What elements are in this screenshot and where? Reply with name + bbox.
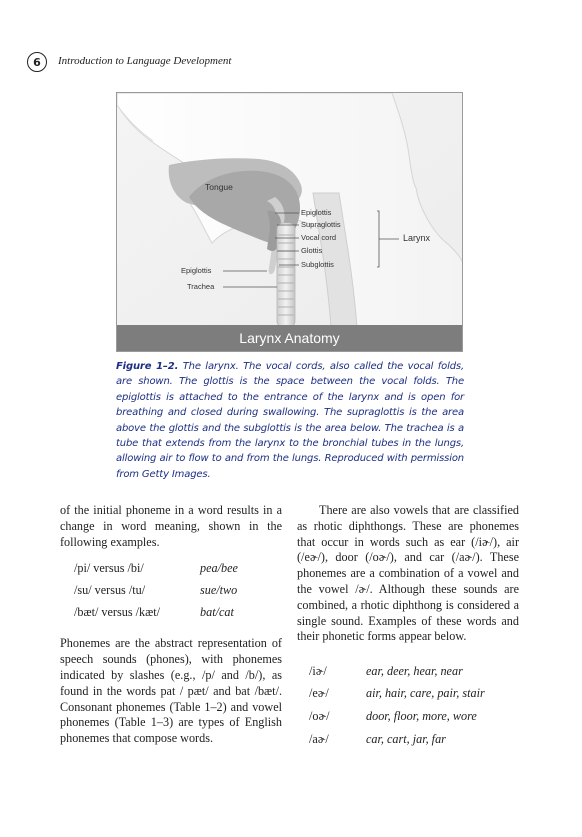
example-ipa: /oɚ/ (309, 709, 330, 724)
example-gloss: sue/two (200, 583, 238, 598)
example-ipa: /aɚ/ (309, 732, 329, 747)
page-number: 6 (27, 52, 47, 72)
label-trachea: Trachea (187, 282, 215, 291)
right-column (297, 503, 519, 751)
rhotic-paragraph: There are also vowels that are classified as rhotic diphthongs. These are phonemes that occur in words such as ear (/iɚ/), air (/eɚ/), door (/oɚ/), and car (/aɚ/). These phonemes are a combination of a vowel and the vowel /ɚ/. Although these sounds are combined, a rhotic diphthong is considered a single sound. Examples of these words and their phonetic forms appear below. (297, 503, 519, 644)
figure-caption-text: The larynx. The vocal cords, also called the vocal folds, are shown. The glottis is the space between the vocal folds. The epiglottis is attached to the entrance of the larynx and is open for breathing and closed during swallowing. The supraglottis is the area above the glottis and the subglottis is the area below. The trachea is a tube that extends from the larynx to the bronchial tubes in the lungs, allowing air to flow to and from the lungs. Reproduced with permission from Getty Images. (116, 361, 465, 480)
label-vocal-cord: Vocal cord (301, 233, 337, 242)
label-tongue: Tongue (205, 182, 233, 192)
phonemes-paragraph: Phonemes are the abstract representation of speech sounds (phones), with phonemes indicated by slashes (e.g., /p/ and /b/), as found in the words pat / pæt/ and bat /bæt/. Consonant phonemes (Table 1–2) and vowel phonemes (Table 1–3) are types of English phonemes that compose words. (60, 636, 282, 746)
label-epiglottis-upper: Epiglottis (301, 208, 332, 217)
example-row (74, 580, 282, 602)
example-gloss: ear, deer, hear, near (366, 663, 463, 678)
example-gloss: car, cart, jar, far (366, 732, 446, 747)
larynx-figure (116, 92, 463, 352)
example-ipa: /iɚ/ (309, 663, 327, 678)
example-gloss: pea/bee (200, 561, 238, 576)
example-gloss: door, floor, more, wore (366, 709, 477, 724)
example-gloss: bat/cat (200, 605, 234, 620)
running-title: Introduction to Language Development (58, 55, 232, 67)
minimal-pair-examples (74, 558, 282, 624)
example-ipa: /pi/ versus /bi/ (74, 561, 144, 576)
rhotic-examples (309, 660, 519, 751)
example-ipa: /su/ versus /tu/ (74, 583, 146, 598)
example-row (309, 706, 519, 729)
larynx-illustration (117, 93, 463, 352)
figure-banner: Larynx Anatomy (117, 325, 462, 351)
figure-caption (116, 359, 464, 482)
left-column (60, 503, 282, 747)
example-ipa: /eɚ/ (309, 686, 329, 701)
label-epiglottis-left: Epiglottis (181, 266, 212, 275)
left-intro-paragraph: of the initial phoneme in a word results in a change in word meaning, shown in the following examples. (60, 503, 282, 549)
example-row (74, 558, 282, 580)
label-subglottis: Subglottis (301, 260, 334, 269)
label-glottis: Glottis (301, 246, 323, 255)
example-row (74, 602, 282, 624)
label-supraglottis: Supraglottis (301, 220, 341, 229)
example-ipa: /bæt/ versus /kæt/ (74, 605, 160, 620)
label-larynx: Larynx (403, 233, 431, 243)
example-row (309, 660, 519, 683)
figure-reference: Figure 1–2. (116, 361, 179, 372)
example-row (309, 729, 519, 752)
example-gloss: air, hair, care, pair, stair (366, 686, 485, 701)
example-row (309, 683, 519, 706)
